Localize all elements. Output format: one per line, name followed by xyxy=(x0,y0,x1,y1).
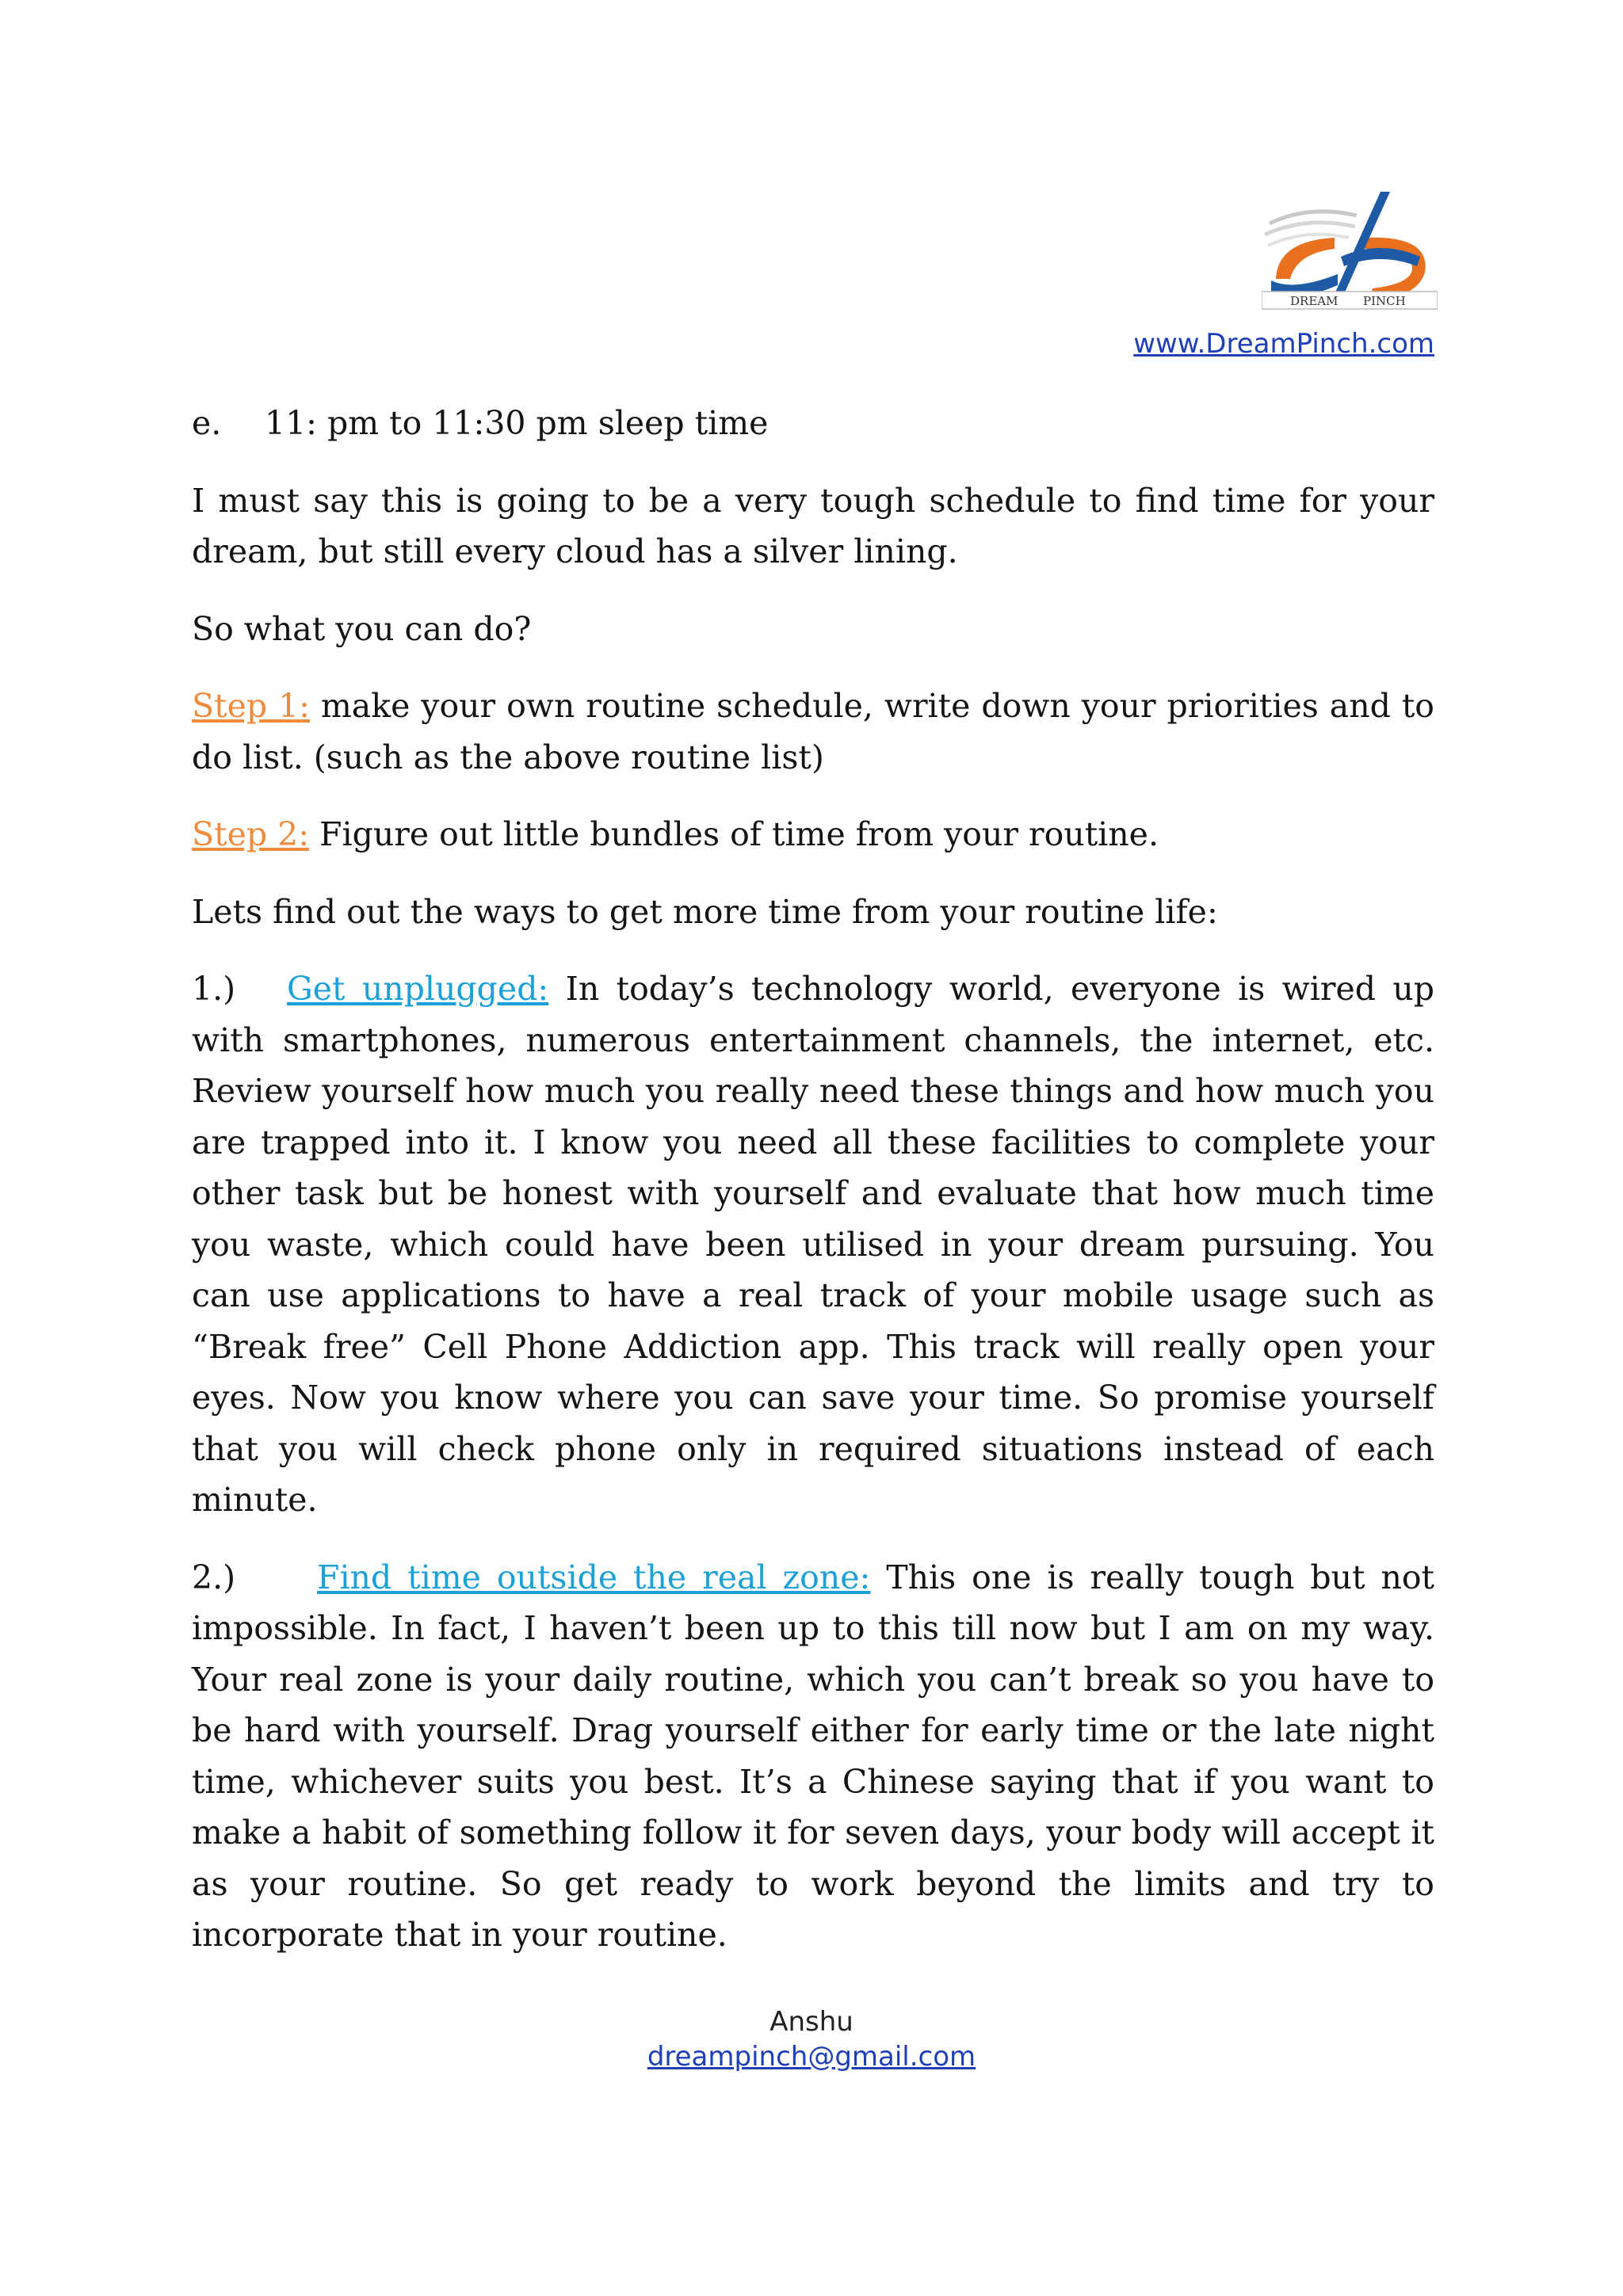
step-2-label: Step 2: xyxy=(192,815,310,853)
step-1-paragraph xyxy=(192,681,1434,783)
website-link[interactable]: www.DreamPinch.com xyxy=(1133,328,1434,360)
intro-paragraph: I must say this is going to be a very tough schedule to find time for your dream, but still every cloud has a silver lining. xyxy=(192,481,1434,570)
tip-2-number: 2.) xyxy=(192,1558,236,1596)
tip-1-label: Get unplugged: xyxy=(287,970,549,1008)
step-2-paragraph xyxy=(192,809,1434,860)
tip-2-paragraph xyxy=(192,1552,1434,1961)
tip-1-text: In today’s technology world, everyone is wired up with smartphones, numerous entertainment channels, the internet, etc. Review yourself how much you really need these things and how much you are trapped into it. I know you need all these facilities to complete your other task but be honest with yourself and evaluate that how much time you waste, which could have been utilised in your dream pursuing. You can use applications to have a real track of your mobile usage such as “Break free” Cell Phone Addiction app. This track will really open your eyes. Now you know where you can save your time. So promise yourself that you will check phone only in required situations instead of each minute. xyxy=(192,970,1435,1519)
author-email-link[interactable]: dreampinch@gmail.com xyxy=(647,2041,976,2073)
author-name: Anshu xyxy=(769,2006,854,2038)
tip-2-label: Find time outside the real zone: xyxy=(317,1558,871,1596)
ways-paragraph: Lets find out the ways to get more time from your routine life: xyxy=(192,892,1218,931)
dreampinch-logo xyxy=(1262,190,1438,318)
schedule-item-letter: e. xyxy=(192,404,222,442)
tip-1-paragraph xyxy=(192,963,1434,1526)
tip-2-text: This one is really tough but not impossible. In fact, I haven’t been up to this till now but I am on my way. Your real zone is your daily routine, which you can’t break so you have to be hard with yourself. Drag yourself either for early time or the late night time, whichever suits you best. It’s a Chinese saying that if you want to make a habit of something follow it for seven days, your body will accept it as your routine. So get ready to work beyond the limits and try to incorporate that in your routine. xyxy=(192,1558,1435,1954)
schedule-item-text: 11: pm to 11:30 pm sleep time xyxy=(265,404,769,442)
document-body xyxy=(192,398,1434,1987)
page-footer xyxy=(0,2004,1623,2074)
step-1-text: make your own routine schedule, write down your priorities and to do list. (such as the above routine list) xyxy=(192,687,1434,776)
step-1-label: Step 1: xyxy=(192,687,310,725)
schedule-item xyxy=(192,398,1434,449)
question-paragraph: So what you can do? xyxy=(192,609,532,648)
logo-text-dream: DREAM xyxy=(1290,294,1338,308)
step-2-text: Figure out little bundles of time from your routine. xyxy=(309,815,1159,853)
tip-1-number: 1.) xyxy=(192,970,236,1008)
logo-text-pinch: PINCH xyxy=(1363,294,1406,308)
